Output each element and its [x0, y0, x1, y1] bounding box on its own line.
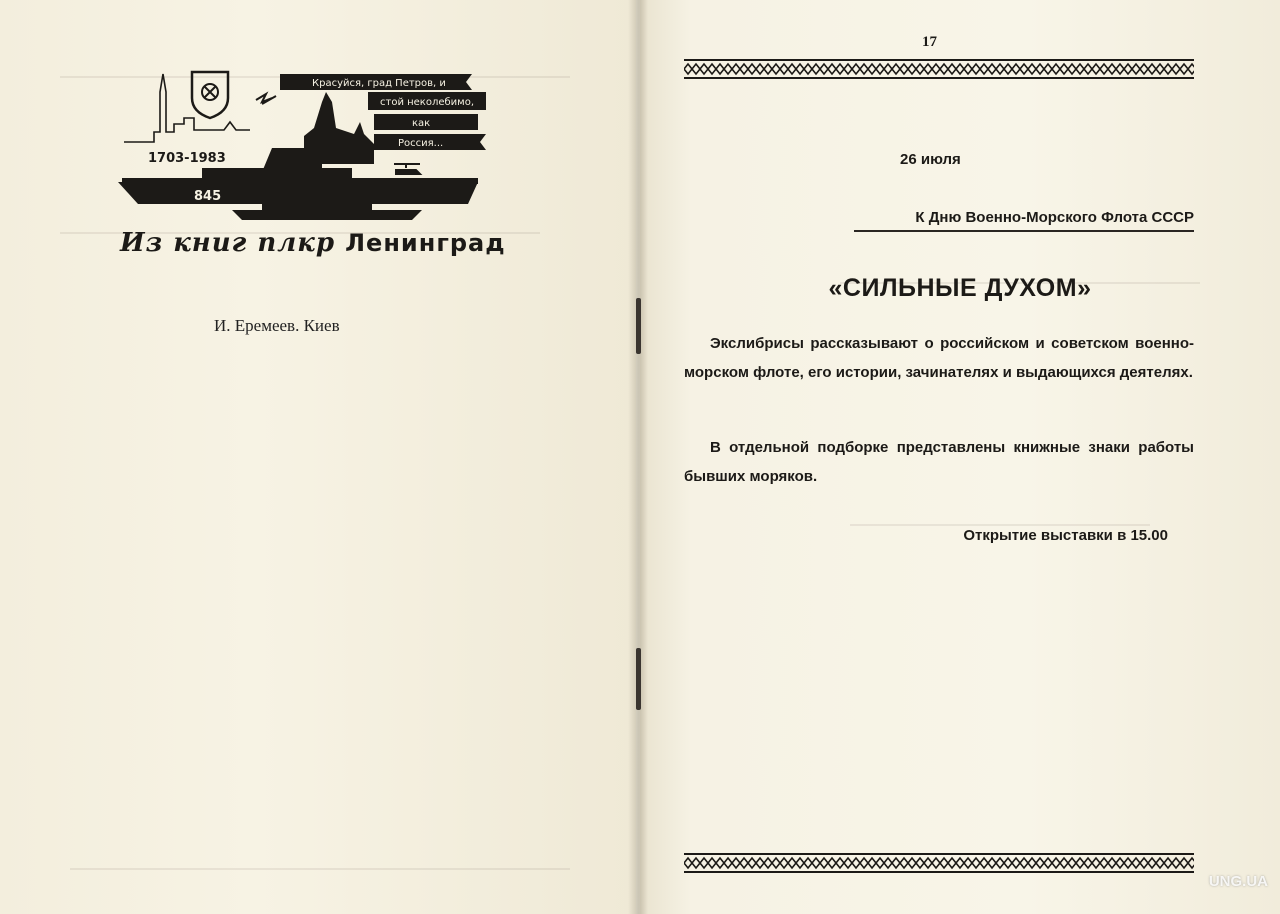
- bleed-through-line: [70, 868, 570, 870]
- bleed-through-line: [850, 524, 1150, 526]
- staple: [636, 298, 641, 354]
- book-spine: [628, 0, 648, 914]
- event-date: 26 июля: [900, 151, 961, 168]
- banner-line-3: как: [412, 118, 431, 129]
- helicopter-icon: [394, 164, 420, 174]
- bookplate-inscription-city: Ленинград: [345, 229, 506, 257]
- opening-time: Открытие выставки в 15.00: [963, 527, 1168, 544]
- bookplate-inscription-prefix: Из книг плкр: [120, 228, 336, 258]
- occasion-heading: К Дню Военно-Морского Флота СССР: [854, 209, 1194, 232]
- site-watermark: UNG.UA: [1208, 873, 1268, 890]
- banner-line-1: Красуйся, град Петров, и: [312, 78, 446, 89]
- bookplate-inscription: [120, 228, 506, 258]
- staple: [636, 648, 641, 710]
- ornament-border-bottom: [684, 852, 1194, 874]
- description-paragraph: Экслибрисы рассказывают о российском и советском военно-морском флоте, его истории, зачинателях и выдающихся деятелях.: [684, 335, 1194, 381]
- aircraft-icon: [256, 94, 276, 104]
- exhibition-title: «СИЛЬНЫЕ ДУХОМ»: [828, 274, 1092, 302]
- hull-number: 845: [194, 189, 222, 204]
- bookplate-caption: И. Еремеев. Киев: [214, 316, 340, 335]
- skyline-icon: [124, 74, 250, 142]
- description-paragraph: В отдельной подборке представлены книжные знаки работы бывших моряков.: [684, 439, 1194, 485]
- left-page: [0, 0, 636, 914]
- banner-line-4: Россия...: [398, 138, 444, 149]
- ornament-border-top: [684, 58, 1194, 80]
- page-number: 17: [922, 34, 937, 50]
- banner-line-2: стой неколебимо,: [380, 97, 475, 108]
- bookplate-years: 1703-1983: [148, 151, 226, 166]
- coat-of-arms-icon: [192, 72, 228, 118]
